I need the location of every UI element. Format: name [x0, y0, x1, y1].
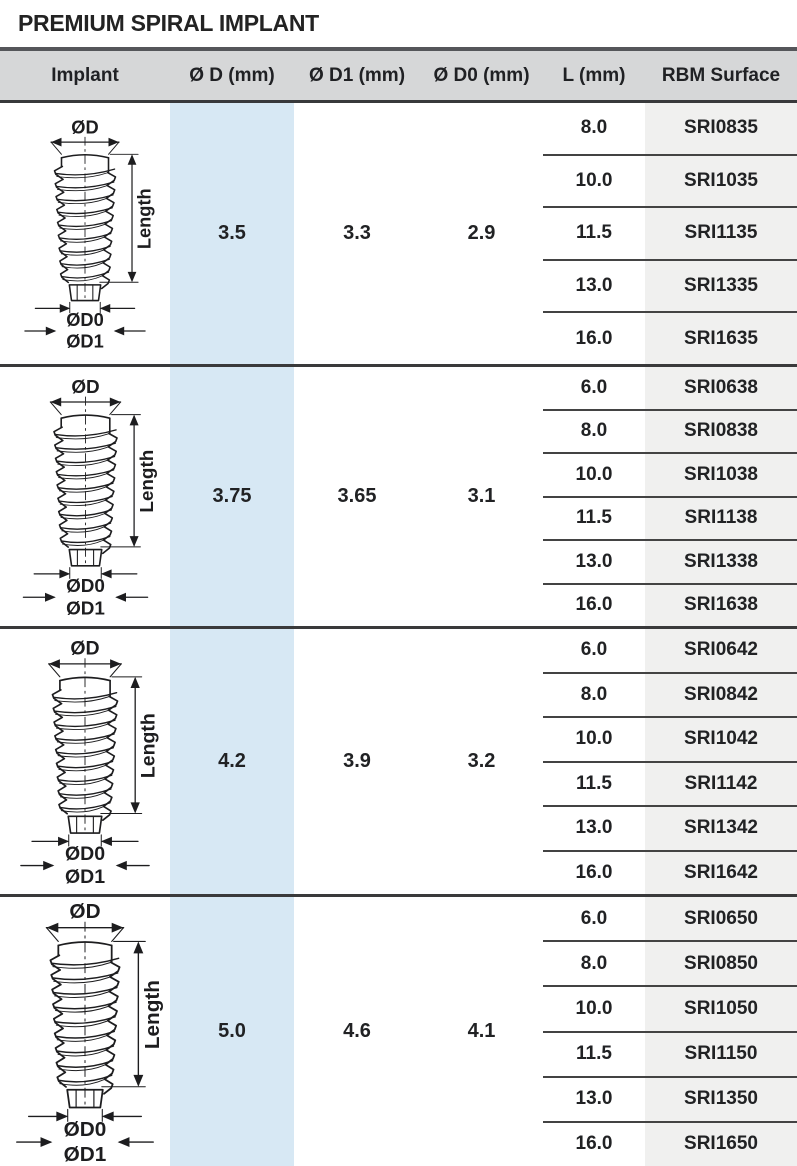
length-code-rows [543, 629, 797, 894]
table-row [543, 498, 797, 542]
dim-label-d0: ØD0 [64, 843, 106, 866]
table-row [543, 763, 797, 808]
dim-label-d0: ØD0 [63, 1118, 107, 1142]
diameter-d-value: 3.5 [170, 103, 294, 364]
table-row [543, 454, 797, 498]
table-row [543, 1123, 797, 1166]
table-row [543, 629, 797, 674]
diameter-d0-value: 3.2 [467, 750, 496, 772]
implant-screw-drawing [21, 658, 149, 870]
table-row [543, 156, 797, 209]
table-row [543, 674, 797, 719]
length-value: 16.0 [575, 594, 613, 616]
title-bar [0, 0, 797, 47]
table-row [543, 411, 797, 455]
column-header: Ø D (mm) [189, 64, 275, 86]
dim-label-d1: ØD1 [65, 598, 105, 618]
dim-label-d0: ØD0 [66, 308, 104, 330]
length-value: 6.0 [580, 907, 608, 929]
table-row [543, 208, 797, 261]
length-value: 11.5 [576, 507, 612, 529]
length-value: 11.5 [576, 772, 612, 794]
table-row [543, 367, 797, 411]
diameter-d0-value: 4.1 [467, 1020, 496, 1042]
implant-technical-drawing [6, 636, 164, 887]
implant-technical-drawing [11, 116, 159, 351]
dim-label-d0: ØD0 [65, 575, 105, 597]
table-row [543, 942, 797, 987]
implant-group [0, 897, 797, 1166]
surface-code: SRI1050 [645, 987, 797, 1030]
length-value: 10.0 [575, 997, 613, 1019]
surface-code: SRI1635 [645, 313, 797, 364]
implant-screw-drawing [17, 922, 153, 1147]
surface-code: SRI0650 [645, 897, 797, 940]
dim-label-length: Length [136, 449, 158, 513]
surface-code: SRI0642 [645, 629, 797, 672]
length-value: 16.0 [575, 1133, 613, 1155]
table-row [543, 852, 797, 895]
length-value: 8.0 [580, 952, 608, 974]
surface-code: SRI1350 [645, 1078, 797, 1121]
surface-code: SRI1342 [645, 807, 797, 850]
surface-code: SRI1335 [645, 261, 797, 312]
surface-code: SRI0835 [645, 103, 797, 154]
length-value: 10.0 [575, 463, 613, 485]
diameter-d1-value: 3.9 [343, 750, 371, 772]
surface-code: SRI1138 [645, 498, 797, 540]
diameter-d1-value: 3.3 [343, 222, 371, 244]
surface-code: SRI0842 [645, 674, 797, 717]
column-header: Ø D1 (mm) [308, 64, 406, 86]
dim-label-length: Length [141, 980, 165, 1050]
table-body [0, 103, 797, 1166]
length-value: 6.0 [580, 376, 608, 398]
dim-label-d1: ØD1 [66, 330, 104, 352]
table-row [543, 987, 797, 1032]
table-row [543, 313, 797, 364]
length-value: 10.0 [575, 169, 613, 191]
surface-code: SRI1135 [645, 208, 797, 259]
length-value: 10.0 [575, 728, 613, 750]
dim-label-d: ØD [71, 116, 99, 138]
implant-group [0, 103, 797, 367]
dim-label-d: ØD [70, 637, 100, 660]
diameter-d1-value: 4.6 [343, 1020, 371, 1042]
diameter-d-value: 3.75 [170, 367, 294, 626]
table-row [543, 1078, 797, 1123]
surface-code: SRI0838 [645, 411, 797, 453]
implant-screw-drawing [25, 137, 145, 335]
dim-label-d1: ØD1 [63, 1142, 107, 1165]
table-row [543, 1033, 797, 1078]
length-value: 13.0 [575, 275, 613, 297]
dim-label-d: ØD [69, 899, 101, 923]
length-code-rows [543, 897, 797, 1166]
length-value: 11.5 [576, 1043, 612, 1065]
length-code-rows [543, 367, 797, 626]
diameter-d0-value: 2.9 [467, 222, 496, 244]
column-header: Implant [51, 64, 119, 86]
length-value: 13.0 [575, 1088, 613, 1110]
column-header: Ø D0 (mm) [433, 64, 530, 86]
column-header: RBM Surface [661, 64, 781, 86]
table-header [0, 47, 797, 103]
surface-code: SRI1650 [645, 1123, 797, 1166]
length-value: 8.0 [580, 420, 608, 442]
length-value: 16.0 [575, 327, 613, 349]
implant-diagram [0, 897, 170, 1166]
implant-screw-drawing [23, 397, 147, 602]
surface-code: SRI1035 [645, 156, 797, 207]
page-title: PREMIUM SPIRAL IMPLANT [18, 10, 319, 36]
implant-diagram [0, 103, 170, 364]
implant-technical-drawing [9, 375, 162, 618]
surface-code: SRI1038 [645, 454, 797, 496]
implant-diagram [0, 367, 170, 626]
column-header: L (mm) [562, 64, 626, 86]
surface-code: SRI1042 [645, 718, 797, 761]
implant-technical-drawing [1, 898, 169, 1165]
surface-code: SRI1638 [645, 585, 797, 627]
implant-group [0, 367, 797, 629]
dim-label-d1: ØD1 [64, 866, 106, 887]
surface-code: SRI0638 [645, 367, 797, 409]
surface-code: SRI1338 [645, 541, 797, 583]
length-value: 6.0 [580, 639, 608, 661]
surface-code: SRI1150 [645, 1033, 797, 1076]
table-row [543, 718, 797, 763]
diameter-d1-value: 3.65 [337, 485, 377, 507]
length-value: 11.5 [576, 222, 612, 244]
dim-label-length: Length [133, 188, 155, 250]
diameter-d-value: 5.0 [170, 897, 294, 1166]
length-code-rows [543, 103, 797, 364]
surface-code: SRI1642 [645, 852, 797, 895]
length-value: 13.0 [575, 550, 613, 572]
table-row [543, 103, 797, 156]
length-value: 16.0 [575, 861, 613, 883]
dim-label-length: Length [137, 713, 160, 779]
implant-group [0, 629, 797, 897]
diameter-d-value: 4.2 [170, 629, 294, 894]
table-row [543, 807, 797, 852]
length-value: 8.0 [580, 683, 608, 705]
surface-code: SRI0850 [645, 942, 797, 985]
implant-diagram [0, 629, 170, 894]
table-row [543, 261, 797, 314]
surface-code: SRI1142 [645, 763, 797, 806]
diameter-d0-value: 3.1 [467, 485, 496, 507]
table-row [543, 541, 797, 585]
table-row [543, 897, 797, 942]
table-row [543, 585, 797, 627]
length-value: 8.0 [580, 117, 608, 139]
dim-label-d: ØD [70, 377, 100, 398]
length-value: 13.0 [575, 817, 613, 839]
